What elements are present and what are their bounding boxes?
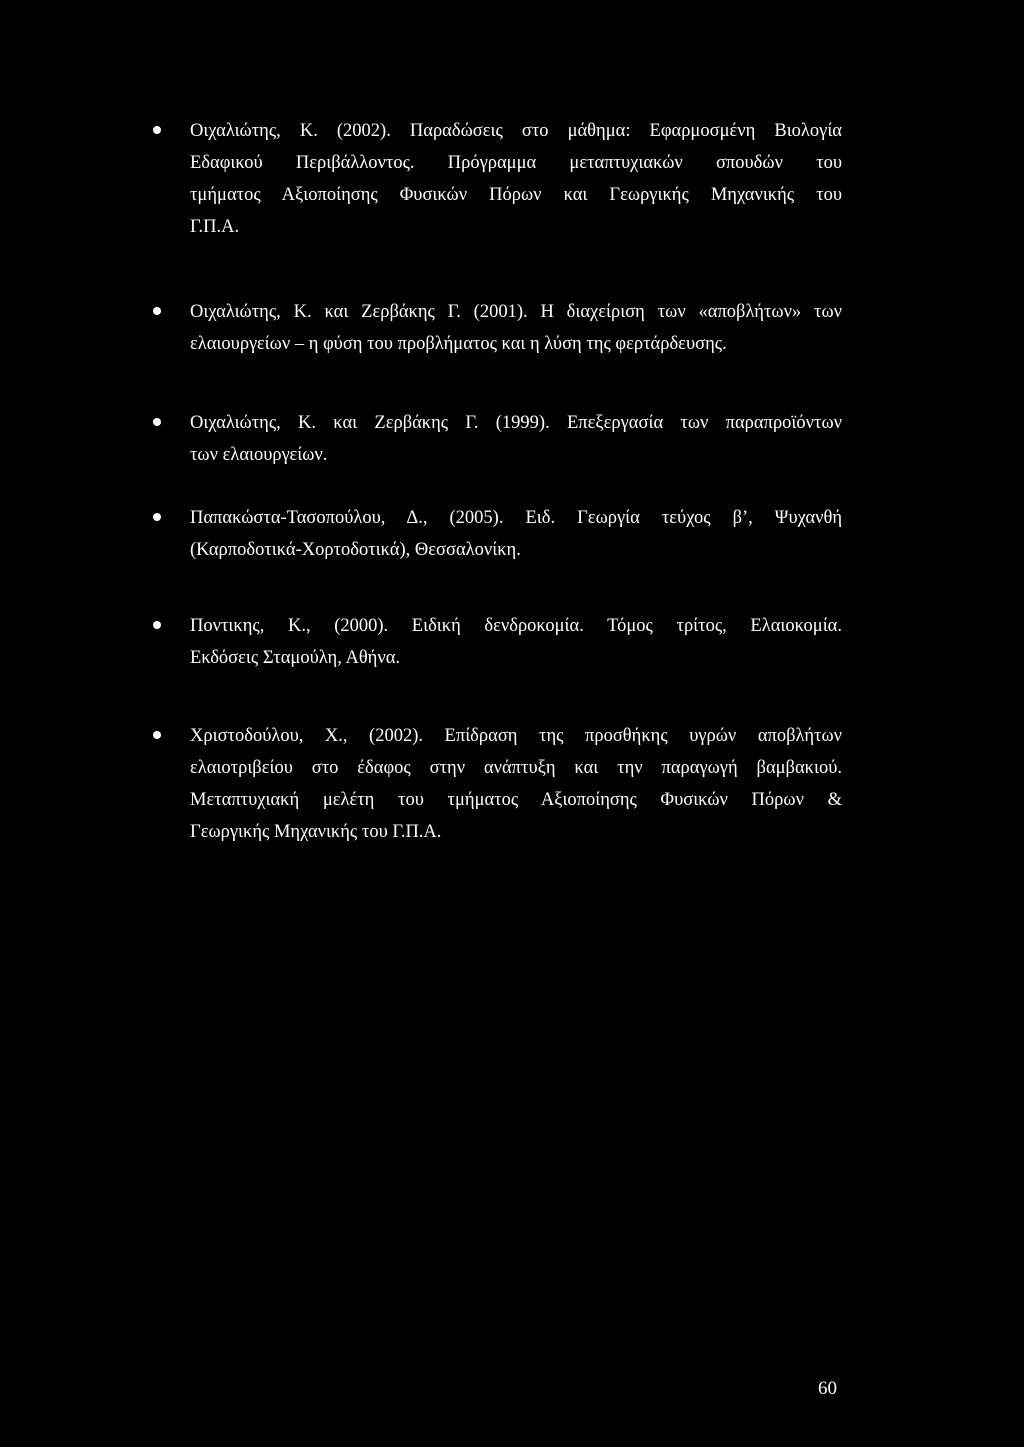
reference-item bbox=[190, 610, 842, 674]
reference-line: Οιχαλιώτης, Κ. (2002). Παραδώσεις στο μάθημα: Εφαρμοσμένη Βιολογία bbox=[190, 121, 842, 141]
reference-line: Μεταπτυχιακή μελέτη του τμήματος Αξιοποίησης Φυσικών Πόρων & bbox=[190, 790, 842, 810]
bullet-icon bbox=[153, 513, 161, 521]
page-number: 60 bbox=[818, 1378, 837, 1399]
bullet-icon bbox=[153, 126, 161, 134]
reference-line: Γεωργικής Μηχανικής του Γ.Π.Α. bbox=[190, 822, 442, 842]
reference-item bbox=[190, 296, 842, 360]
reference-line: Οιχαλιώτης, Κ. και Ζερβάκης Γ. (2001). Η διαχείριση των «αποβλήτων» των bbox=[190, 302, 842, 322]
reference-item bbox=[190, 502, 842, 566]
reference-line: Χριστοδούλου, Χ., (2002). Επίδραση της προσθήκης υγρών αποβλήτων bbox=[190, 726, 842, 746]
reference-line: Ποντικης, Κ., (2000). Ειδική δενδροκομία. Τόμος τρίτος, Ελαιοκομία. bbox=[190, 616, 842, 636]
reference-line: Παπακώστα-Τασοπούλου, Δ., (2005). Ειδ. Γεωργία τεύχος β’, Ψυχανθή bbox=[190, 508, 842, 528]
reference-line: τμήματος Αξιοποίησης Φυσικών Πόρων και Γεωργικής Μηχανικής του bbox=[190, 185, 842, 205]
bullet-icon bbox=[153, 621, 161, 629]
reference-line: ελαιοτριβείου στο έδαφος στην ανάπτυξη και την παραγωγή βαμβακιού. bbox=[190, 758, 842, 778]
reference-item bbox=[190, 407, 842, 471]
reference-line: Οιχαλιώτης, Κ. και Ζερβάκης Γ. (1999). Επεξεργασία των παραπροϊόντων bbox=[190, 413, 842, 433]
reference-item bbox=[190, 115, 842, 243]
reference-line: ελαιουργείων – η φύση του προβλήματος και η λύση της φερτάρδευσης. bbox=[190, 334, 727, 354]
reference-line: Εδαφικού Περιβάλλοντος. Πρόγραμμα μεταπτυχιακών σπουδών του bbox=[190, 153, 842, 173]
reference-line: Εκδόσεις Σταμούλη, Αθήνα. bbox=[190, 648, 401, 668]
reference-line: των ελαιουργείων. bbox=[190, 445, 328, 465]
bullet-icon bbox=[153, 418, 161, 426]
reference-item bbox=[190, 720, 842, 848]
bullet-icon bbox=[153, 731, 161, 739]
bullet-icon bbox=[153, 307, 161, 315]
reference-line: Γ.Π.Α. bbox=[190, 217, 240, 237]
reference-line: (Καρποδοτικά-Χορτοδοτικά), Θεσσαλονίκη. bbox=[190, 540, 521, 560]
